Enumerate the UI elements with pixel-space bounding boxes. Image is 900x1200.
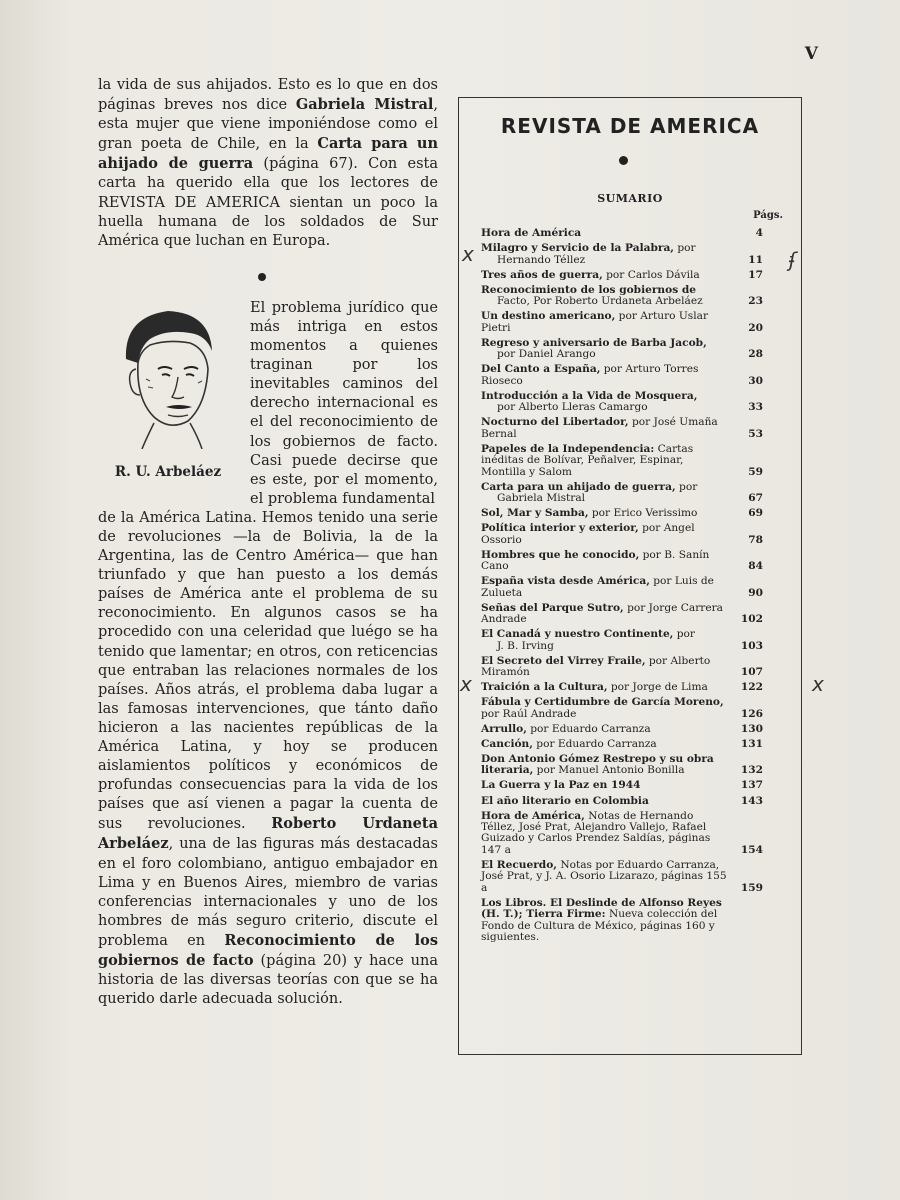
toc-page-number: 17 [748, 268, 763, 281]
toc-entry-title: Canción, por Eduardo Carranza [481, 737, 657, 750]
toc-page-number: 159 [740, 881, 763, 894]
portrait-caption: R. U. Arbeláez [114, 463, 222, 480]
toc-entry [481, 697, 763, 720]
toc-page-number: 132 [740, 764, 763, 777]
toc-page-number: 53 [748, 427, 763, 440]
toc-entry-title: El año literario en Colombia [481, 794, 649, 807]
toc-entry-title: Introducción a la Vida de Mosquera, [481, 389, 698, 402]
toc-entry [481, 550, 763, 573]
left-column [98, 76, 438, 1009]
toc-page-number: 59 [748, 465, 763, 478]
toc-page-number: 130 [740, 722, 763, 735]
toc-page-number: 30 [748, 374, 763, 387]
toc-entry [481, 482, 763, 505]
toc-entry-title: Fábula y Certidumbre de García Moreno, por Raúl Andrade [481, 696, 724, 720]
magazine-title: REVISTA DE AMERICA [500, 114, 760, 138]
sumario-heading: SUMARIO [597, 192, 663, 205]
toc-entry [481, 754, 763, 777]
table-of-contents [481, 228, 763, 947]
toc-entry-author: Gabriela Mistral [497, 492, 586, 504]
toc-entry [481, 629, 763, 652]
toc-entry [481, 724, 763, 735]
toc-entry [481, 796, 763, 807]
toc-page-number: 23 [748, 295, 763, 308]
toc-entry-title: La Guerra y la Paz en 1944 [481, 779, 641, 792]
toc-entry-author: Facto, Por Roberto Urdaneta Arbeláez [497, 295, 703, 308]
toc-entry-author: J. B. Irving [497, 639, 554, 652]
toc-entry [481, 780, 763, 791]
toc-entry-title: Sol, Mar y Samba, por Erico Verissimo [481, 507, 698, 520]
toc-page-number: 126 [740, 707, 763, 720]
toc-entry-title: Milagro y Servicio de la Palabra, por [481, 242, 696, 255]
toc-entry-title: El Secreto del Virrey Fraile, por Alberto Miramón [481, 654, 711, 679]
toc-entry [481, 391, 763, 414]
toc-entry [481, 739, 763, 750]
toc-entry-title: Carta para un ahijado de guerra, por [481, 480, 698, 493]
toc-page-number: 122 [740, 681, 763, 694]
toc-page-number: 103 [740, 639, 763, 652]
toc-entry-title: Reconocimiento de los gobiernos de [481, 283, 696, 296]
portrait-block [98, 299, 438, 509]
toc-entry-author: por Alberto Lleras Camargo [497, 401, 648, 414]
sumario-box [458, 97, 802, 1055]
toc-page-number: 67 [748, 492, 763, 504]
toc-entry-title: España vista desde América, por Luis de Zulueta [481, 575, 714, 599]
toc-entry [481, 338, 763, 361]
toc-entry-title: El Recuerdo, Notas por Eduardo Carranza, José Prat, y J. A. Osorio Lizarazo, páginas 155 a [481, 858, 727, 894]
toc-page-number: 90 [748, 586, 763, 599]
toc-entry-title: Señas del Parque Sutro, por Jorge Carrera Andrade [481, 601, 723, 626]
toc-entry [481, 417, 763, 440]
toc-page-number: 78 [748, 533, 763, 546]
toc-entry [481, 364, 763, 387]
toc-entry-title: Papeles de la Independencia: Cartas inéditas de Bolívar, Peñalver, Espinar, Montilla y Salom [481, 442, 694, 478]
toc-page-number: 143 [740, 794, 763, 807]
pages-column-label: Págs. [753, 210, 783, 221]
toc-entry [481, 228, 763, 239]
handwritten-x-mark: x [812, 672, 824, 696]
toc-entry [481, 860, 763, 894]
toc-entry [481, 270, 763, 281]
title-bullet [619, 156, 628, 165]
toc-entry [481, 444, 763, 478]
toc-entry [481, 656, 763, 679]
man-portrait-icon [106, 299, 231, 449]
toc-entry-title: Hombres que he conocido, por B. Sanín Cano [481, 548, 710, 573]
toc-entry [481, 576, 763, 599]
toc-entry [481, 523, 763, 546]
toc-entry-title: Traición a la Cultura, por Jorge de Lima [481, 681, 708, 694]
toc-page-number: 84 [748, 560, 763, 573]
toc-entry-title: Nocturno del Libertador, por José Umaña Bernal [481, 416, 718, 440]
toc-entry [481, 811, 763, 857]
toc-page-number: 137 [740, 779, 763, 792]
toc-page-number: 33 [748, 401, 763, 414]
toc-page-number: 69 [748, 507, 763, 520]
toc-entry [481, 243, 763, 266]
toc-entry-title: Un destino americano, por Arturo Uslar Pietri [481, 310, 709, 334]
toc-entry-title: Arrullo, por Eduardo Carranza [481, 722, 651, 735]
body-paragraph: de la América Latina. Hemos tenido una serie de revoluciones —la de Bolivia, la de la Argentina, las de Centro América— que han triunfado y que han puesto a los demás países de América ante el problema de su reconocimiento. En algunos casos se ha procedido con una celeridad que luégo se ha tenido que lamentar; en otros, con reticencias que entraban las relaciones normales de los países. Años atrás, el problema daba lugar a las famosas intervenciones, que tánto daño hicieron a las nacientes repúblicas de la América Latina, y hoy se producen aislamientos políticos y económicos de profundas consecuencias para la vida de los países que así vienen a pagar la cuenta de sus revoluciones. Roberto Urdaneta Arbeláez, una de las figuras más destacadas en el foro colombiano, antiguo embajador en Lima y en Buenos Aires, miembro de varias conferencias internacionales y uno de los hombres de más seguro criterio, discute el problema en Reconocimiento de los gobiernos de facto (página 20) y hace una historia de las diversas teorías con que se ha querido darle adecuada solución. [98, 509, 438, 1008]
toc-entry-title: Don Antonio Gómez Restrepo y su obra literaria, por Manuel Antonio Bonilla [481, 752, 714, 777]
page-number: V [804, 44, 818, 64]
toc-entry-author: por Daniel Arango [497, 348, 596, 361]
toc-page-number: 102 [740, 613, 763, 626]
toc-entry [481, 285, 763, 308]
toc-page-number: 28 [748, 348, 763, 361]
toc-entry-title: Hora de América [481, 227, 582, 239]
toc-entry-title: Del Canto a España, por Arturo Torres Rioseco [481, 363, 699, 387]
toc-page-number: 154 [740, 843, 763, 856]
intro-paragraph: la vida de sus ahijados. Esto es lo que en dos páginas breves nos dice Gabriela Mistral, esta mujer que viene imponiéndose como el gran poeta de Chile, en la Carta para un ahijado de guerra (página 67). Con esta carta ha querido ella que los lectores de REVISTA DE AMERICA sientan un poco la huella humana de los soldados de Sur América que luchan en Europa. [98, 77, 438, 249]
toc-entry-title: Hora de América, Notas de Hernando Téllez, José Prat, Alejandro Vallejo, Rafael Guizado y Carlos Prendez Saldías, páginas 147 a [481, 809, 711, 856]
toc-page-number: 11 [748, 253, 763, 266]
toc-page-number: 107 [740, 666, 763, 679]
side-paragraph: El problema jurídico que más intriga en estos momentos a quienes traginan por los inevitables caminos del derecho internacional es el del reconocimiento de los gobiernos de facto. Casi puede decirse que es este, por el momento, el problema fundamental [250, 299, 438, 507]
toc-entry [481, 508, 763, 519]
toc-page-number: 131 [740, 737, 763, 750]
toc-page-number: 4 [755, 227, 763, 239]
toc-entry-title: El Canadá y nuestro Continente, por [481, 628, 695, 641]
toc-entry-title: Los Libros. El Deslinde de Alfonso Reyes (H. T.); Tierra Firme: Nueva colección del Fondo de Cultura de México, páginas 160 y siguientes. [481, 896, 722, 944]
toc-entry-title: Regreso y aniversario de Barba Jacob, [481, 336, 707, 349]
section-bullet [258, 273, 266, 281]
toc-entry-author: Hernando Téllez [497, 253, 586, 266]
toc-entry [481, 311, 763, 334]
handwritten-x-mark: x [462, 242, 474, 266]
toc-entry [481, 898, 763, 944]
toc-entry-title: Tres años de guerra, por Carlos Dávila [481, 268, 700, 281]
handwritten-check-mark: ʄ [789, 248, 796, 272]
toc-entry-title: Política interior y exterior, por Angel Ossorio [481, 522, 695, 546]
toc-entry [481, 682, 763, 693]
toc-entry [481, 603, 763, 626]
toc-page-number: 20 [748, 321, 763, 334]
handwritten-x-mark: x [460, 672, 472, 696]
portrait-illustration [98, 299, 238, 482]
